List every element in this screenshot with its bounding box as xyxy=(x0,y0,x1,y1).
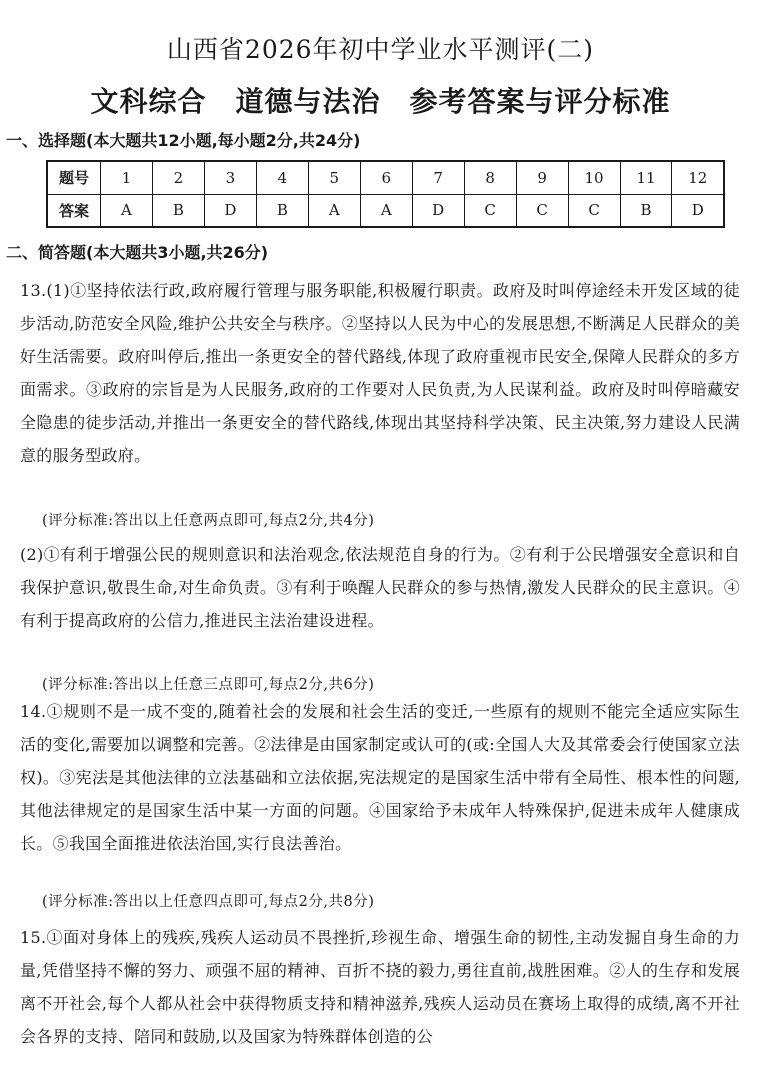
answer-cell: D xyxy=(412,194,464,227)
row-label-answer: 答案 xyxy=(47,194,101,227)
exam-subtitle: 文科综合 道德与法治 参考答案与评分标准 xyxy=(90,85,671,118)
answer-cell: D xyxy=(672,194,724,227)
section1-heading: 一、选择题(本大题共12小题,每小题2分,共24分) xyxy=(6,131,361,150)
question-number-cell: 8 xyxy=(464,161,516,194)
table-row-answers xyxy=(47,194,724,227)
q13-part1-scoring-note: (评分标准:答出以上任意两点即可,每点2分,共4分) xyxy=(42,513,375,529)
question-number-cell: 4 xyxy=(256,161,308,194)
q15-answer: 15.①面对身体上的残疾,残疾人运动员不畏挫折,珍视生命、增强生命的韧性,主动发掘自身生命的力量,凭借坚持不懈的努力、顽强不屈的精神、百折不挠的毅力,勇往直前,战胜困难。②人的生存和发展离不开社会,每个人都从社会中获得物质支持和精神滋养,残疾人运动员在赛场上取得的成绩,离不开社会各界的支持、陪同和鼓励,以及国家为特殊群体创造的公 xyxy=(20,928,740,1046)
answer-cell: A xyxy=(360,194,412,227)
table-row-numbers xyxy=(47,161,724,194)
exam-title: 山西省2026年初中学业水平测评(二) xyxy=(166,35,595,64)
answer-cell: B xyxy=(152,194,204,227)
question-number-cell: 10 xyxy=(568,161,620,194)
question-number-cell: 2 xyxy=(152,161,204,194)
answer-table xyxy=(46,160,725,228)
q14-answer: 14.①规则不是一成不变的,随着社会的发展和社会生活的变迁,一些原有的规则不能完全适应实际生活的变化,需要加以调整和完善。②法律是由国家制定或认可的(或:全国人大及其常委会行使国家立法权)。③宪法是其他法律的立法基础和立法依据,宪法规定的是国家生活中带有全局性、根本性的问题,其他法律规定的是国家生活中某一方面的问题。④国家给予未成年人特殊保护,促进未成年人健康成长。⑤我国全面推进依法治国,实行良法善治。 xyxy=(20,702,740,853)
question-number-cell: 9 xyxy=(516,161,568,194)
question-number-cell: 5 xyxy=(308,161,360,194)
question-number-cell: 12 xyxy=(672,161,724,194)
answer-cell: A xyxy=(101,194,153,227)
answer-cell: B xyxy=(256,194,308,227)
q13-part2-scoring-note: (评分标准:答出以上任意三点即可,每点2分,共6分) xyxy=(42,677,375,693)
answer-cell: C xyxy=(464,194,516,227)
question-number-cell: 11 xyxy=(620,161,672,194)
question-number-cell: 7 xyxy=(412,161,464,194)
answer-cell: D xyxy=(204,194,256,227)
question-number-cell: 1 xyxy=(101,161,153,194)
answer-cell: A xyxy=(308,194,360,227)
row-label-number: 题号 xyxy=(47,161,101,194)
answer-cell: C xyxy=(516,194,568,227)
question-number-cell: 6 xyxy=(360,161,412,194)
question-number-cell: 3 xyxy=(204,161,256,194)
q13-part1-answer: 13.(1)①坚持依法行政,政府履行管理与服务职能,积极履行职责。政府及时叫停途经未开发区域的徒步活动,防范安全风险,维护公共安全与秩序。②坚持以人民为中心的发展思想,不断满足人民群众的美好生活需要。政府叫停后,推出一条更安全的替代路线,体现了政府重视市民安全,保障人民群众的多方面需求。③政府的宗旨是为人民服务,政府的工作要对人民负责,为人民谋利益。政府及时叫停暗藏安全隐患的徒步活动,并推出一条更安全的替代路线,体现出其坚持科学决策、民主决策,努力建设人民满意的服务型政府。 xyxy=(20,281,740,465)
q14-scoring-note: (评分标准:答出以上任意四点即可,每点2分,共8分) xyxy=(42,894,375,910)
answer-cell: B xyxy=(620,194,672,227)
section2-heading: 二、简答题(本大题共3小题,共26分) xyxy=(6,243,269,262)
answer-cell: C xyxy=(568,194,620,227)
q13-part2-answer: (2)①有利于增强公民的规则意识和法治观念,依法规范自身的行为。②有利于公民增强安全意识和自我保护意识,敬畏生命,对生命负责。③有利于唤醒人民群众的参与热情,激发人民群众的民主意识。④有利于提高政府的公信力,推进民主法治建设进程。 xyxy=(20,545,740,630)
